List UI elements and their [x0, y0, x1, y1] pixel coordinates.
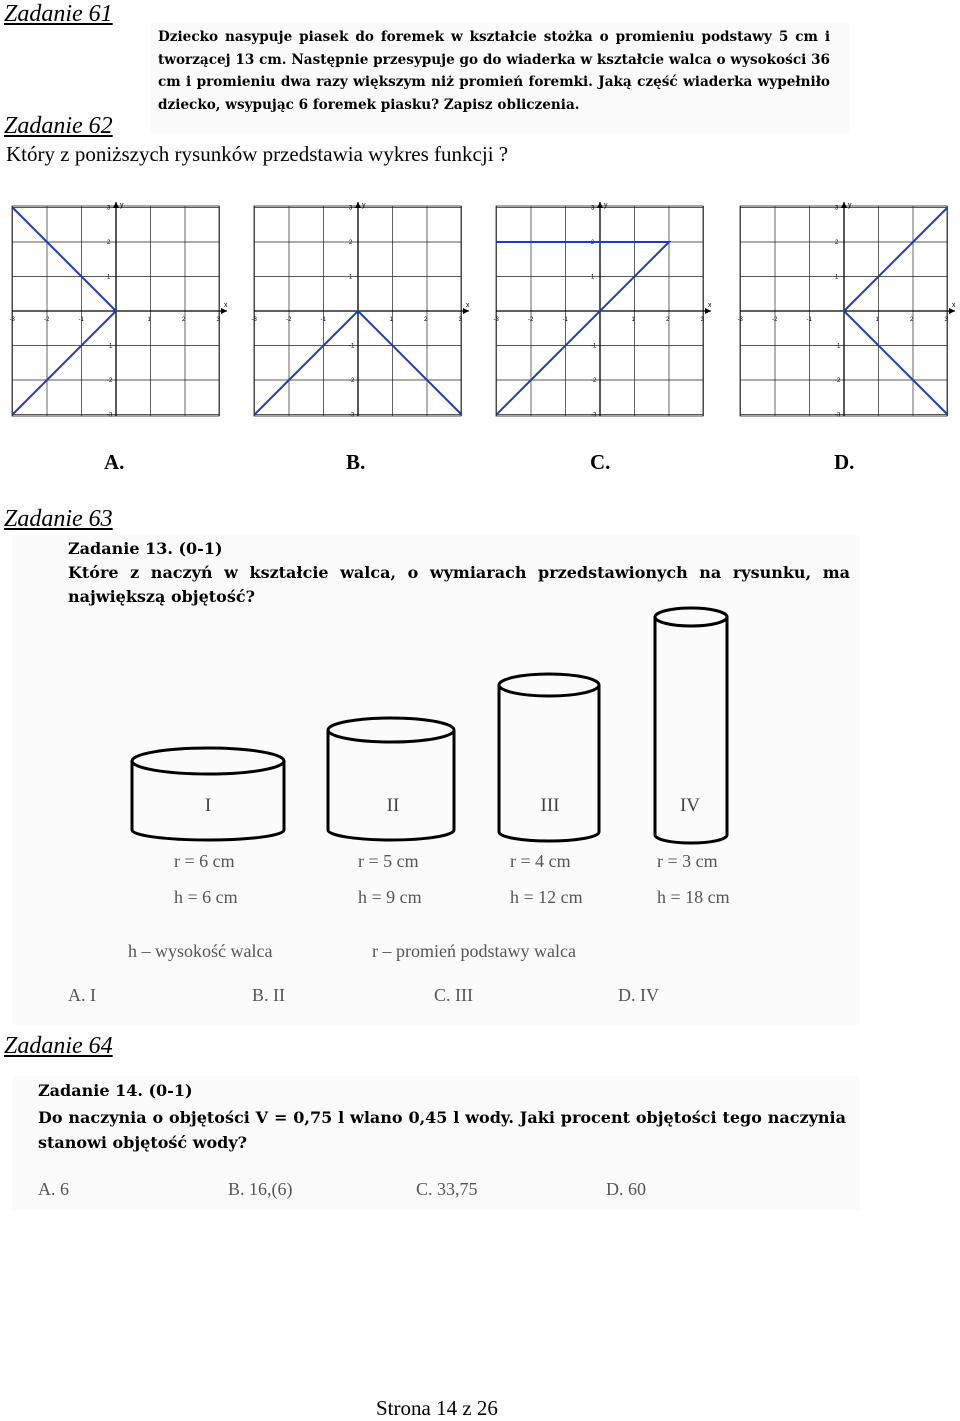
task62-question: Który z poniższych rysunków przedstawia wykres funkcji ?	[6, 142, 509, 166]
y-axis-arrow	[841, 202, 847, 208]
option-c-label: C.	[590, 450, 611, 474]
x-tick-label: -1	[320, 317, 326, 323]
task63-answer-b: B. II	[252, 985, 285, 1005]
y-axis-arrow	[597, 202, 603, 208]
task63-box	[12, 535, 860, 1025]
x-tick-label: 1	[631, 317, 635, 323]
option-d-label: D.	[834, 450, 855, 474]
task62-heading: Zadanie 62	[4, 113, 113, 139]
x-tick-label: -2	[528, 317, 534, 323]
y-tick-label: 2	[591, 240, 595, 246]
x-axis-name: x	[952, 302, 956, 309]
task64-answer-d: D. 60	[606, 1179, 646, 1199]
y-tick-label: 2	[349, 240, 353, 246]
option-b-label: B.	[346, 450, 366, 474]
x-tick-label: 1	[875, 317, 879, 323]
y-tick-label: 2	[835, 240, 839, 246]
y-tick-label: 3	[349, 205, 353, 212]
cylinder-i-label: I	[204, 795, 212, 816]
x-tick-label: 3	[458, 317, 462, 323]
task64-answer-b: B. 16,(6)	[228, 1179, 293, 1199]
x-tick-label: 2	[182, 317, 186, 323]
graph-d	[734, 200, 960, 422]
y-axis-name: y	[362, 202, 366, 209]
task64-heading: Zadanie 64	[4, 1033, 113, 1059]
cylinder-ii	[328, 718, 454, 840]
x-tick-label: -1	[78, 317, 84, 323]
cylinder-ii-label: II	[386, 795, 400, 816]
y-tick-label: 2	[107, 240, 111, 246]
cylinder-iii-label: III	[540, 795, 560, 816]
cylinder-i-height: h = 6 cm	[174, 887, 238, 907]
y-tick-label: 1	[591, 274, 595, 281]
y-tick-label: -1	[349, 343, 355, 350]
task63-answer-c: C. III	[434, 985, 473, 1005]
y-axis-name: y	[848, 202, 852, 209]
graph-c	[490, 200, 716, 422]
task63-title: Zadanie 13. (0-1)	[68, 539, 223, 558]
x-axis-name: x	[708, 302, 712, 309]
task61-text: Dziecko nasypuje piasek do foremek w kształcie stożka o promieniu podstawy 5 cm i tworzącej 13 cm. Następnie przesypuje go do wiaderka w kształcie walca o wysokości 36 cm i promieniu dwa razy większym niż promień foremki. Jaką część wiaderka wypełniło dziecko, wsypując 6 foremek piasku? Zapisz obliczenia.	[158, 29, 830, 113]
x-tick-label: -3	[9, 317, 15, 323]
x-tick-label: 3	[216, 317, 220, 323]
task63-answer-d: D. IV	[618, 985, 659, 1005]
x-tick-label: 1	[389, 317, 393, 323]
y-axis-arrow	[355, 202, 361, 208]
task64-answer-c: C. 33,75	[416, 1179, 478, 1199]
task64-title: Zadanie 14. (0-1)	[38, 1081, 193, 1100]
y-tick-label: -1	[835, 343, 841, 350]
cylinder-iii-height: h = 12 cm	[510, 887, 583, 907]
y-tick-label: -3	[591, 412, 597, 419]
cylinder-i-radius: r = 6 cm	[174, 851, 235, 871]
function-line	[497, 242, 670, 415]
y-tick-label: 3	[591, 205, 595, 212]
task64-answer-a: A. 6	[38, 1179, 69, 1199]
y-tick-label: 1	[349, 274, 353, 281]
y-tick-label: -3	[107, 412, 113, 419]
y-tick-label: -2	[591, 378, 597, 384]
x-tick-label: 3	[700, 317, 704, 323]
x-tick-label: -3	[251, 317, 257, 323]
task61-box	[150, 22, 850, 134]
y-tick-label: -3	[349, 412, 355, 419]
cylinder-ii-height: h = 9 cm	[358, 887, 422, 907]
x-axis-name: x	[224, 302, 228, 309]
legend-radius: r – promień podstawy walca	[372, 941, 576, 961]
x-tick-label: -2	[44, 317, 50, 323]
task64-question: Do naczynia o objętości V = 0,75 l wlano 0,45 l wody. Jaki procent objętości tego naczynia stanowi objętość wody?	[38, 1108, 846, 1152]
cylinder-ii-radius: r = 5 cm	[358, 851, 419, 871]
x-tick-label: -1	[806, 317, 812, 323]
y-tick-label: 3	[107, 205, 111, 212]
y-tick-label: -2	[107, 378, 113, 384]
y-tick-label: -2	[349, 378, 355, 384]
cylinder-iv-height: h = 18 cm	[657, 887, 730, 907]
task63-question: Które z naczyń w kształcie walca, o wymiarach przedstawionych na rysunku, ma największą objętość?	[68, 563, 850, 606]
x-tick-label: 2	[666, 317, 670, 323]
x-tick-label: 2	[424, 317, 428, 323]
y-axis-name: y	[604, 202, 608, 209]
y-tick-label: -3	[835, 412, 841, 419]
task63-heading: Zadanie 63	[4, 506, 113, 532]
y-axis-arrow	[113, 202, 119, 208]
x-tick-label: -2	[286, 317, 292, 323]
page-footer: Strona 14 z 26	[376, 1396, 498, 1420]
graph-a	[6, 200, 232, 422]
x-tick-label: -1	[562, 317, 568, 323]
y-tick-label: 1	[835, 274, 839, 281]
task64-box	[12, 1075, 860, 1210]
cylinder-iv-label: IV	[679, 795, 701, 816]
cylinder-iii-radius: r = 4 cm	[510, 851, 571, 871]
x-tick-label: -2	[772, 317, 778, 323]
y-tick-label: -2	[835, 378, 841, 384]
graph-b	[248, 200, 474, 422]
y-tick-label: 1	[107, 274, 111, 281]
y-tick-label: -1	[107, 343, 113, 350]
y-tick-label: -1	[591, 343, 597, 350]
task63-answer-a: A. I	[68, 985, 96, 1005]
x-tick-label: 3	[944, 317, 948, 323]
task61-heading: Zadanie 61	[4, 1, 113, 27]
legend-height: h – wysokość walca	[128, 941, 273, 961]
y-axis-name: y	[120, 202, 124, 209]
x-tick-label: 1	[147, 317, 151, 323]
x-tick-label: 2	[910, 317, 914, 323]
x-axis-name: x	[466, 302, 470, 309]
cylinder-i	[132, 748, 284, 840]
cylinder-iv-radius: r = 3 cm	[657, 851, 718, 871]
y-tick-label: 3	[835, 205, 839, 212]
x-tick-label: -3	[737, 317, 743, 323]
x-tick-label: -3	[493, 317, 499, 323]
option-a-label: A.	[104, 450, 125, 474]
